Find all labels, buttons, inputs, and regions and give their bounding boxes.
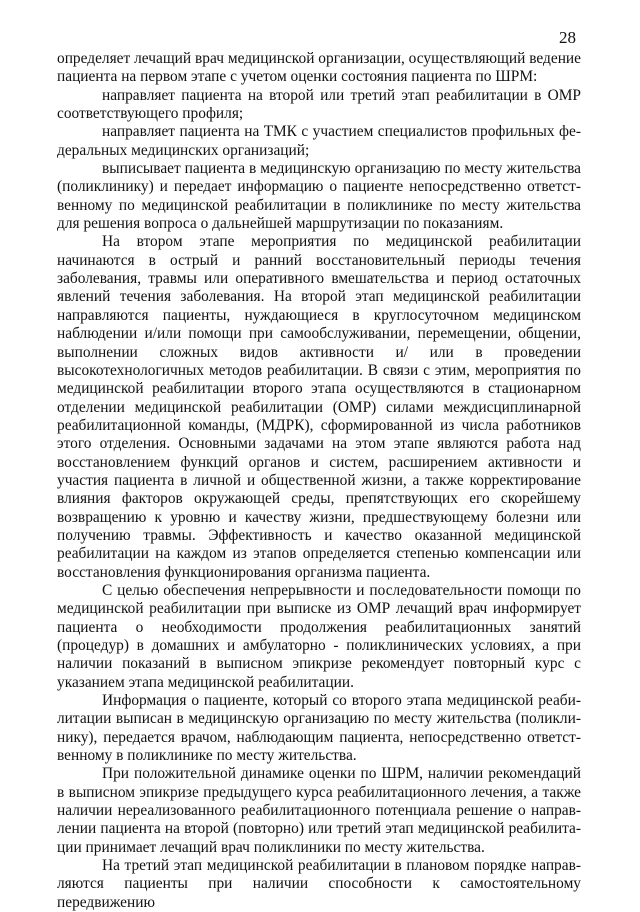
paragraph: С целью обеспечения непрерывности и последовательности помощи по медицинской реабилитации при выписке из ОМР лечащий врач информирует пациента о необходимости продолжения реабилитационных занятий (процедур) в домашних и амбулаторно - поликлинических условиях, а при наличии показаний в выписном эпикризе рекомендует повторный курс с указанием этапа медицинской реабилитации.	[57, 581, 581, 691]
paragraph: На третий этап медицинской реабилитации в плановом порядке направляются пациенты при наличии способности к самостоятельному передвижению	[57, 857, 581, 911]
paragraph: На втором этапе мероприятия по медицинской реабилитации начинаются в острый и ранний восстановительный периоды течения заболевания, травмы или оперативного вмешательства и период остаточных явлений течения заболевания. На второй этап медицинской реабилитации направляются пациенты, нуждающиеся в круглосуточном медицинском наблюдении и/или помощи при самообслуживании, перемещении, общении, выполнении сложных видов активности и/ или в проведении высокотехнологичных методов реабилитации. В связи с этим, мероприятия по медицинской реабилитации второго этапа осуществляются в стационарном отделении медицинской реабилитации (ОМР) силами междисциплинарной реабилитационной команды, (МДРК), сформированной из числа работников этого отделения. Основными задачами на этом этапе являются работа над восстановлением функций органов и систем, расширением активности и участия пациента в личной и общественной жизни, а также корректирование влияния факторов окружающей среды, препятствующих его скорейшему возвращению к уровню и качеству жизни, предшествующему болезни или получению травмы. Эффективность и качество оказанной медицинской реабилитации на каждом из этапов определяется степенью компенсации или восстановления функционирования организма пациента.	[57, 233, 581, 581]
paragraph: Информация о пациенте, который со второго этапа медицинской реабилитации выписан в медицинскую организацию по месту жительства (поликлинику), передается врачом, наблюдающим пациента, непосредственно ответственному в поликлинике по месту жительства.	[57, 692, 581, 765]
list-item-paragraph: направляет пациента на ТМК с участием специалистов профильных федеральных медицинских организаций;	[57, 123, 581, 159]
paragraph: определяет лечащий врач медицинской организации, осуществляющий ведение пациента на первом этапе с учетом оценки состояния пациента по ШРМ:	[57, 50, 581, 86]
body-text	[57, 50, 581, 912]
list-item-paragraph: выписывает пациента в медицинскую организацию по месту жительства (поликлинику) и передает информацию о пациенте непосредственно ответственному по медицинской реабилитации в поликлинике по месту жительства для решения вопроса о дальнейшей маршрутизации по показаниям.	[57, 160, 581, 233]
page-number: 28	[559, 28, 576, 47]
paragraph: При положительной динамике оценки по ШРМ, наличии рекомендаций в выписном эпикризе предыдущего курса реабилитационного лечения, а также наличии нереализованного реабилитационного потенциала решение о направлении пациента на второй (повторно) или третий этап медицинской реабилитации принимает лечащий врач поликлиники по месту жительства.	[57, 765, 581, 856]
list-item-paragraph: направляет пациента на второй или третий этап реабилитации в ОМР соответствующего профиля;	[57, 86, 581, 123]
